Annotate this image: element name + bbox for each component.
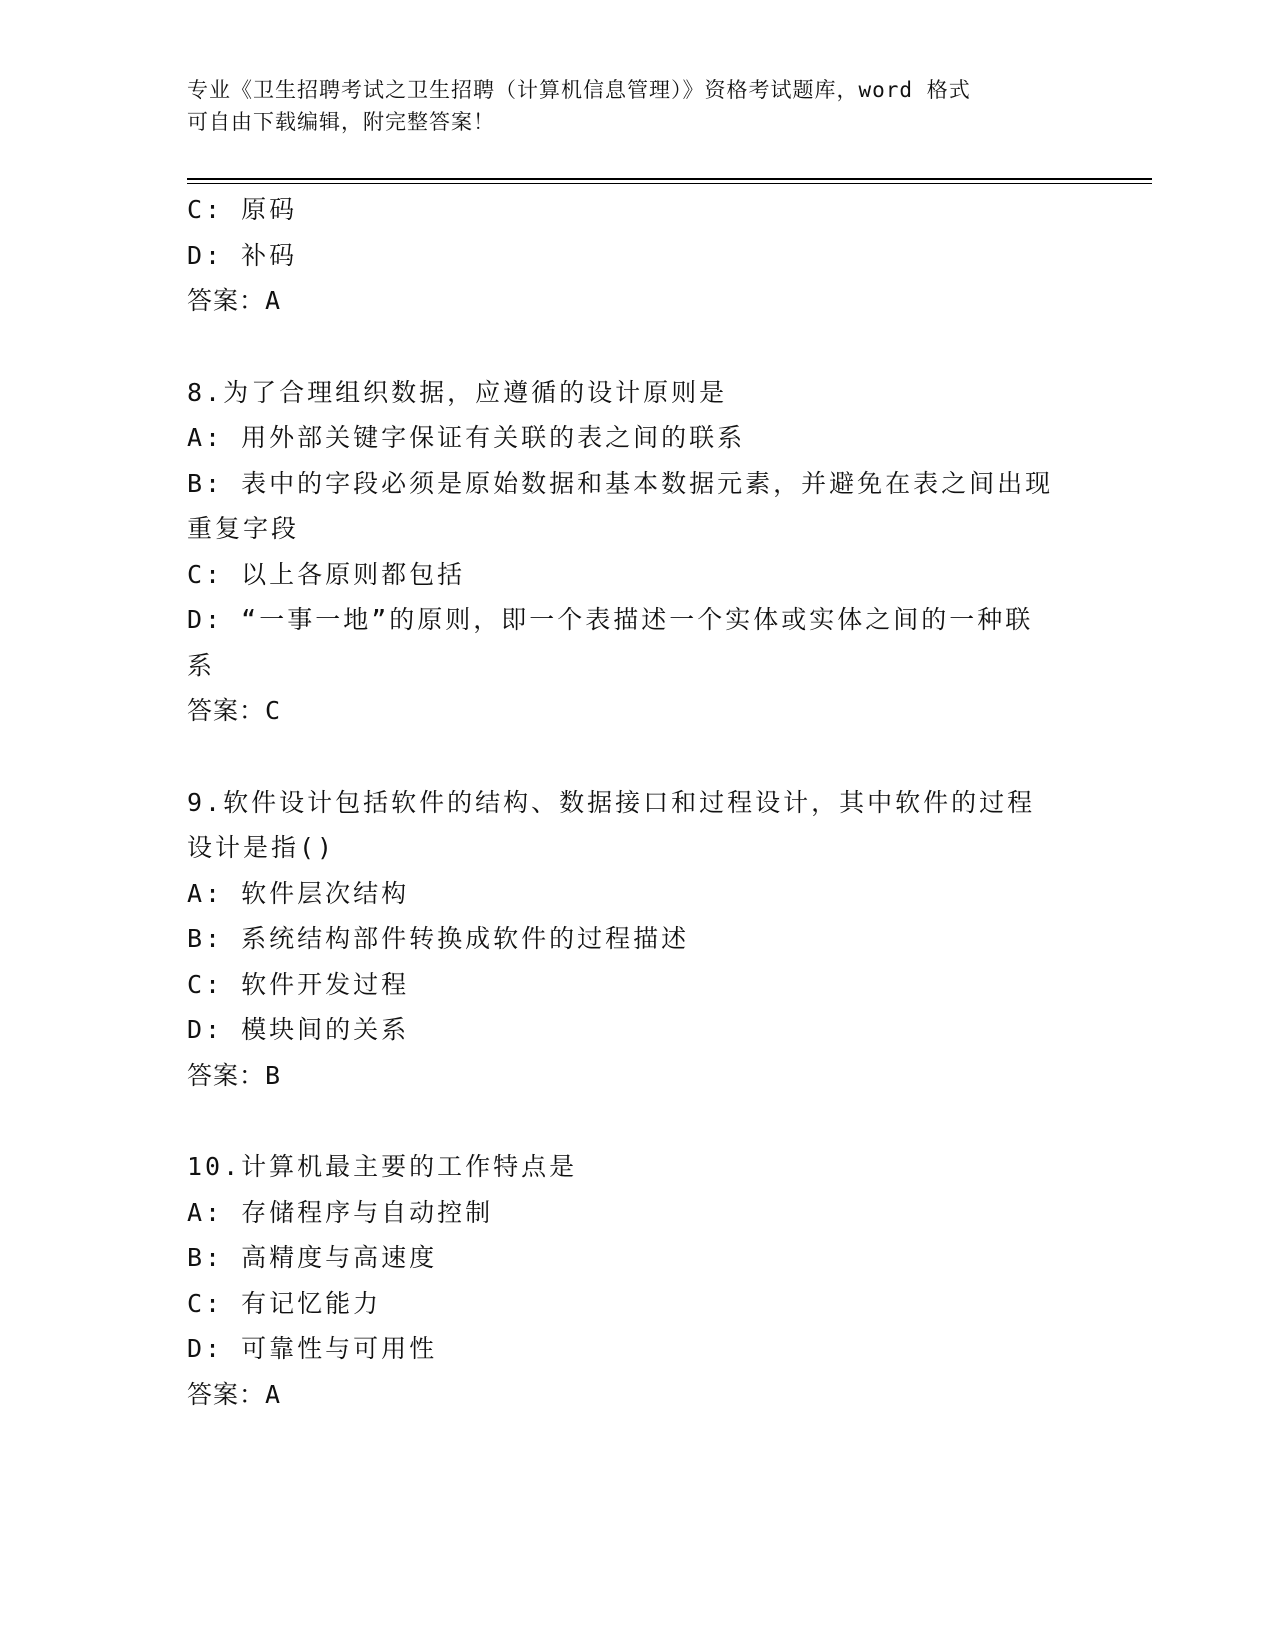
q9-option-c: C: 软件开发过程 bbox=[187, 969, 410, 999]
question-7 bbox=[187, 187, 1087, 324]
q8-option-d-line-2: 系 bbox=[187, 650, 216, 680]
q9-option-d: D: 模块间的关系 bbox=[187, 1015, 410, 1044]
q9-option-a: A: 软件层次结构 bbox=[187, 878, 410, 908]
q8-option-a: A: 用外部关键字保证有关联的表之间的联系 bbox=[187, 423, 746, 452]
q7-option-c: C: 原码 bbox=[187, 195, 298, 224]
answer-value: A bbox=[265, 286, 282, 315]
answer-value: C bbox=[265, 696, 282, 725]
question-8 bbox=[187, 370, 1087, 734]
answer-label: 答案： bbox=[187, 697, 266, 725]
spacer bbox=[187, 1098, 1087, 1144]
q10-option-a: A: 存储程序与自动控制 bbox=[187, 1197, 494, 1227]
q9-question-line-1: 9.软件设计包括软件的结构、数据接口和过程设计，其中软件的过程 bbox=[187, 787, 1036, 817]
spacer bbox=[187, 734, 1087, 780]
q7-option-d: D: 补码 bbox=[187, 240, 298, 270]
q10-option-b: B: 高精度与高速度 bbox=[187, 1243, 438, 1272]
q9-answer bbox=[187, 1053, 1087, 1099]
answer-value: A bbox=[265, 1379, 282, 1409]
answer-label: 答案： bbox=[187, 287, 266, 315]
q10-option-c: C: 有记忆能力 bbox=[187, 1288, 382, 1318]
document-header bbox=[187, 74, 1067, 138]
q8-question: 8.为了合理组织数据，应遵循的设计原则是 bbox=[187, 377, 728, 407]
q10-option-d: D: 可靠性与可用性 bbox=[187, 1334, 438, 1363]
answer-label: 答案： bbox=[187, 1380, 266, 1409]
q9-option-b: B: 系统结构部件转换成软件的过程描述 bbox=[187, 924, 690, 953]
q8-answer bbox=[187, 688, 1087, 734]
answer-label: 答案： bbox=[187, 1061, 266, 1090]
q8-option-b-line-1: B: 表中的字段必须是原始数据和基本数据元素，并避免在表之间出现 bbox=[187, 468, 1054, 498]
q8-option-c: C: 以上各原则都包括 bbox=[187, 559, 466, 589]
q10-question: 10.计算机最主要的工作特点是 bbox=[187, 1152, 578, 1181]
q8-option-b-line-2: 重复字段 bbox=[187, 514, 300, 543]
question-list bbox=[187, 187, 1087, 1417]
header-line-1: 专业《卫生招聘考试之卫生招聘（计算机信息管理）》资格考试题库，word 格式 bbox=[187, 78, 971, 102]
question-10 bbox=[187, 1144, 1087, 1417]
header-divider-thick bbox=[187, 178, 1152, 180]
q8-option-d-line-1: D: “一事一地”的原则，即一个表描述一个实体或实体之间的一种联 bbox=[187, 605, 1034, 634]
q7-answer bbox=[187, 278, 1087, 324]
header-line-2: 可自由下载编辑，附完整答案！ bbox=[187, 110, 495, 134]
header-divider-thin bbox=[187, 183, 1152, 184]
spacer bbox=[187, 324, 1087, 370]
q10-answer bbox=[187, 1372, 1087, 1418]
answer-value: B bbox=[265, 1060, 282, 1090]
question-9 bbox=[187, 780, 1087, 1099]
q9-question-line-2: 设计是指() bbox=[187, 833, 336, 862]
